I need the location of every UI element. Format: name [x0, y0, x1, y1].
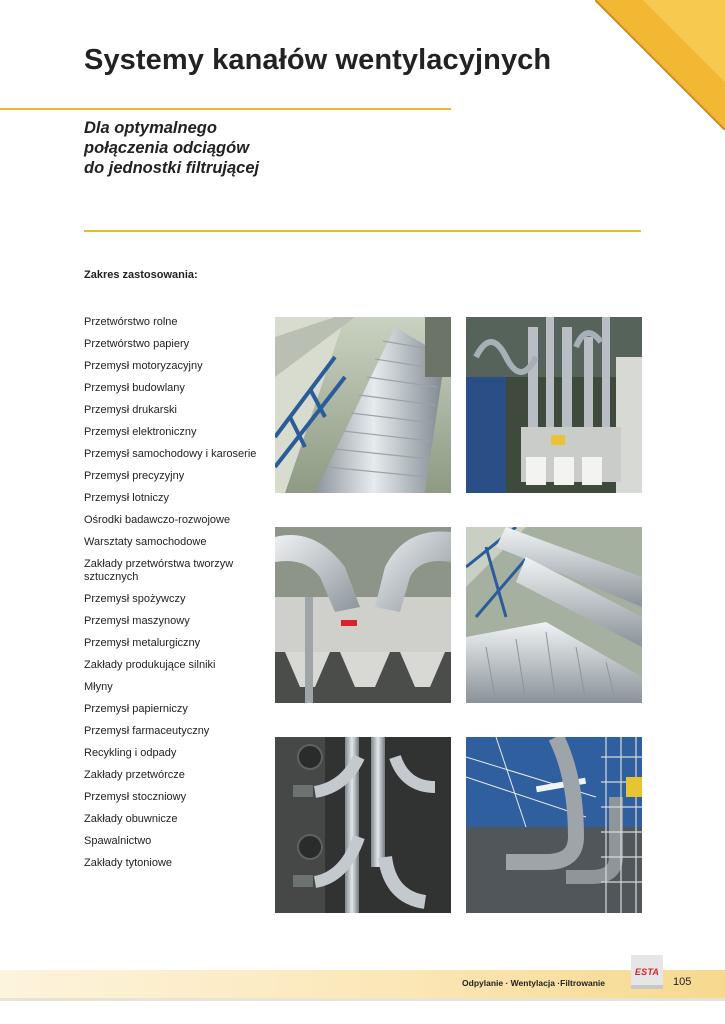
- industry-item: Przemysł motoryzacyjny: [84, 360, 203, 372]
- section-divider: [84, 230, 641, 232]
- industry-item: Przemysł lotniczy: [84, 492, 169, 504]
- industry-item: Warsztaty samochodowe: [84, 536, 207, 548]
- subtitle-line: do jednostki filtrującej: [84, 159, 260, 177]
- industry-item: Przemysł farmaceutyczny: [84, 725, 210, 737]
- title-divider: [0, 108, 451, 110]
- industry-item: Recykling i odpady: [84, 747, 177, 759]
- application-range-label: Zakres zastosowania:: [84, 269, 198, 281]
- page-number: 105: [673, 976, 692, 988]
- duct-photo-4: [466, 527, 642, 703]
- footer-tagline: Odpylanie · Wentylacja ·Filtrowanie: [462, 978, 605, 988]
- industry-item: Spawalnictwo: [84, 835, 152, 847]
- industry-item: Przetwórstwo rolne: [84, 316, 178, 328]
- industry-item: Przemysł papierniczy: [84, 703, 188, 715]
- page-subtitle: [84, 118, 259, 178]
- industry-item: Przemysł elektroniczny: [84, 426, 197, 438]
- footer-band: [0, 970, 725, 998]
- duct-photo-2: [466, 317, 642, 493]
- industry-item: Przemysł metalurgiczny: [84, 637, 201, 649]
- industry-item: Przemysł spożywczy: [84, 593, 186, 605]
- industry-item: Przemysł samochodowy i karoserie: [84, 448, 257, 460]
- industry-item: Przetwórstwo papiery: [84, 338, 190, 350]
- duct-photo-5: [275, 737, 451, 913]
- page-title: Systemy kanałów wentylacyjnych: [84, 44, 552, 76]
- industry-list: [84, 316, 259, 879]
- industry-item: Zakłady produkujące silniki: [84, 659, 216, 671]
- industry-item: Zakłady przetwórcze: [84, 769, 185, 781]
- industry-item: Przemysł stoczniowy: [84, 791, 187, 803]
- footer-shadow: [0, 998, 725, 1001]
- duct-photo-1: [275, 317, 451, 493]
- industry-item: Młyny: [84, 681, 113, 693]
- industry-item: Ośrodki badawczo-rozwojowe: [84, 514, 231, 526]
- duct-photo-3: [275, 527, 451, 703]
- industry-item: Zakłady obuwnicze: [84, 813, 178, 825]
- industry-item: Przemysł budowlany: [84, 382, 185, 394]
- industry-item: Przemysł precyzyjny: [84, 470, 185, 482]
- industry-item: Przemysł drukarski: [84, 404, 177, 416]
- duct-photo-6: [466, 737, 642, 913]
- industry-item: Zakłady tytoniowe: [84, 857, 173, 869]
- industry-item: Zakłady przetwórstwa tworzyw sztucznych: [84, 558, 234, 583]
- logo-text: ESTA: [634, 967, 660, 977]
- subtitle-line: Dla optymalnego: [84, 119, 217, 137]
- esta-logo-icon: [631, 955, 663, 989]
- industry-item: Przemysł maszynowy: [84, 615, 190, 627]
- subtitle-line: połączenia odciągów: [84, 139, 250, 157]
- yellow-corner-icon: [595, 0, 725, 130]
